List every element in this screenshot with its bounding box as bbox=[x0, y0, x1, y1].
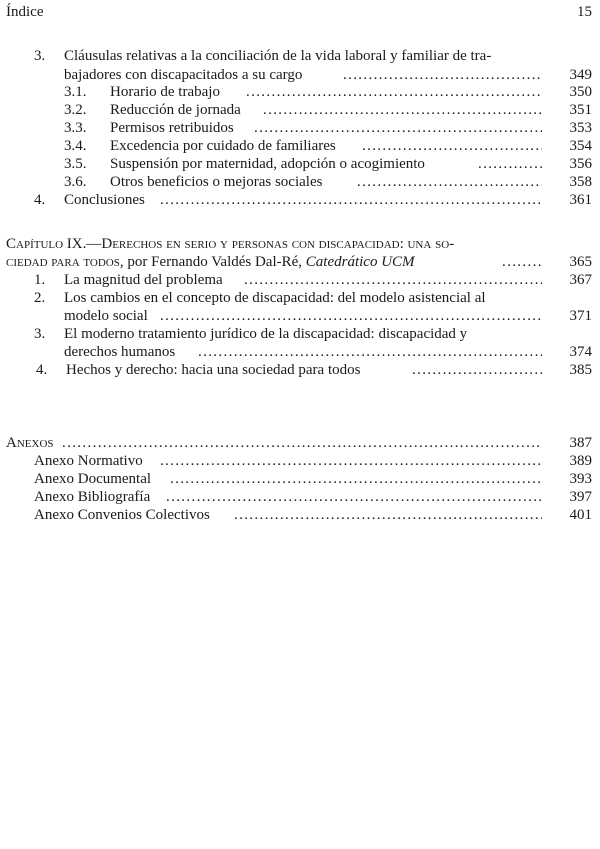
toc-page-number: 393 bbox=[569, 471, 592, 487]
toc-section-label-line1: Los cambios en el concepto de discapacidad: del modelo asistencial al bbox=[64, 290, 486, 306]
dot-leader bbox=[170, 471, 542, 488]
toc-subitem-label: Excedencia por cuidado de familiares bbox=[110, 138, 336, 154]
toc-subitem-number: 3.3. bbox=[64, 120, 87, 136]
toc-section-label: La magnitud del problema bbox=[64, 272, 223, 288]
toc-page-number: 356 bbox=[569, 156, 592, 172]
toc-subitem-number: 3.5. bbox=[64, 156, 87, 172]
toc-page-number: 367 bbox=[569, 272, 592, 288]
toc-page-number: 358 bbox=[569, 174, 592, 190]
annexes-heading: Anexos bbox=[6, 435, 54, 451]
dot-leader bbox=[246, 84, 542, 101]
toc-subitem-number: 3.6. bbox=[64, 174, 87, 190]
toc-section-number: 4. bbox=[34, 192, 46, 208]
toc-subitem-number: 3.4. bbox=[64, 138, 87, 154]
dot-leader bbox=[357, 174, 542, 191]
toc-page-number: 401 bbox=[569, 507, 592, 523]
toc-section-number: 2. bbox=[34, 290, 46, 306]
chapter-author-role: Catedrático UCM bbox=[305, 254, 415, 270]
toc-page-number: 365 bbox=[569, 254, 592, 270]
toc-section-title-line1: Cláusulas relativas a la conciliación de la vida laboral y familiar de tra- bbox=[64, 48, 492, 64]
annex-item-label: Anexo Documental bbox=[34, 471, 152, 487]
dot-leader bbox=[362, 138, 542, 155]
toc-section-label-line2: derechos humanos bbox=[64, 344, 176, 360]
chapter-title-line2-prefix: ciedad para todos, bbox=[6, 254, 124, 270]
toc-subitem-label: Otros beneficios o mejoras sociales bbox=[110, 174, 323, 190]
toc-section-number: 3. bbox=[34, 326, 46, 342]
dot-leader bbox=[198, 344, 542, 361]
dot-leader bbox=[412, 362, 542, 379]
chapter-author: por Fernando Valdés Dal-Ré, bbox=[123, 254, 303, 270]
dot-leader bbox=[244, 272, 542, 289]
toc-page-number: 353 bbox=[569, 120, 592, 136]
toc-page-number: 350 bbox=[569, 84, 592, 100]
running-header-page-number: 15 bbox=[577, 4, 592, 20]
dot-leader bbox=[234, 507, 542, 524]
toc-section-title-line2: bajadores con discapacitados a su cargo bbox=[64, 67, 303, 83]
toc-page-number: 389 bbox=[569, 453, 592, 469]
toc-page-number: 387 bbox=[569, 435, 592, 451]
toc-section-label: Hechos y derecho: hacia una sociedad para todos bbox=[66, 362, 361, 378]
dot-leader bbox=[160, 453, 542, 470]
dot-leader bbox=[478, 156, 542, 173]
chapter-title-line2 bbox=[6, 254, 415, 271]
dot-leader bbox=[160, 308, 542, 325]
toc-page-number: 374 bbox=[569, 344, 592, 360]
dot-leader bbox=[263, 102, 542, 119]
toc-page-number: 397 bbox=[569, 489, 592, 505]
toc-section-label-line2: modelo social bbox=[64, 308, 148, 324]
dot-leader bbox=[166, 489, 542, 506]
toc-section-label: Conclusiones bbox=[64, 192, 145, 208]
annex-item-label: Anexo Bibliografía bbox=[34, 489, 151, 505]
toc-section-number: 3. bbox=[34, 48, 46, 64]
dot-leader bbox=[502, 254, 542, 271]
toc-page-number: 371 bbox=[569, 308, 592, 324]
dot-leader bbox=[160, 192, 542, 209]
dot-leader bbox=[343, 67, 542, 84]
toc-page-number: 385 bbox=[569, 362, 592, 378]
toc-section-label-line1: El moderno tratamiento jurídico de la discapacidad: discapacidad y bbox=[64, 326, 468, 342]
toc-subitem-label: Horario de trabajo bbox=[110, 84, 220, 100]
toc-page-number: 354 bbox=[569, 138, 592, 154]
toc-section-number: 4. bbox=[36, 362, 48, 378]
annex-item-label: Anexo Convenios Colectivos bbox=[34, 507, 210, 523]
running-header-title: Índice bbox=[6, 4, 44, 20]
toc-subitem-label: Suspensión por maternidad, adopción o acogimiento bbox=[110, 156, 425, 172]
annex-item-label: Anexo Normativo bbox=[34, 453, 143, 469]
toc-subitem-label: Reducción de jornada bbox=[110, 102, 241, 118]
toc-subitem-number: 3.2. bbox=[64, 102, 87, 118]
toc-subitem-number: 3.1. bbox=[64, 84, 87, 100]
toc-page-number: 351 bbox=[569, 102, 592, 118]
toc-section-number: 1. bbox=[34, 272, 46, 288]
toc-subitem-label: Permisos retribuidos bbox=[110, 120, 234, 136]
toc-page-number: 361 bbox=[569, 192, 592, 208]
dot-leader bbox=[254, 120, 542, 137]
dot-leader bbox=[62, 435, 542, 452]
toc-page-number: 349 bbox=[569, 67, 592, 83]
chapter-title-line1: Capítulo IX.—Derechos en serio y personas con discapacidad: una so- bbox=[6, 236, 455, 252]
